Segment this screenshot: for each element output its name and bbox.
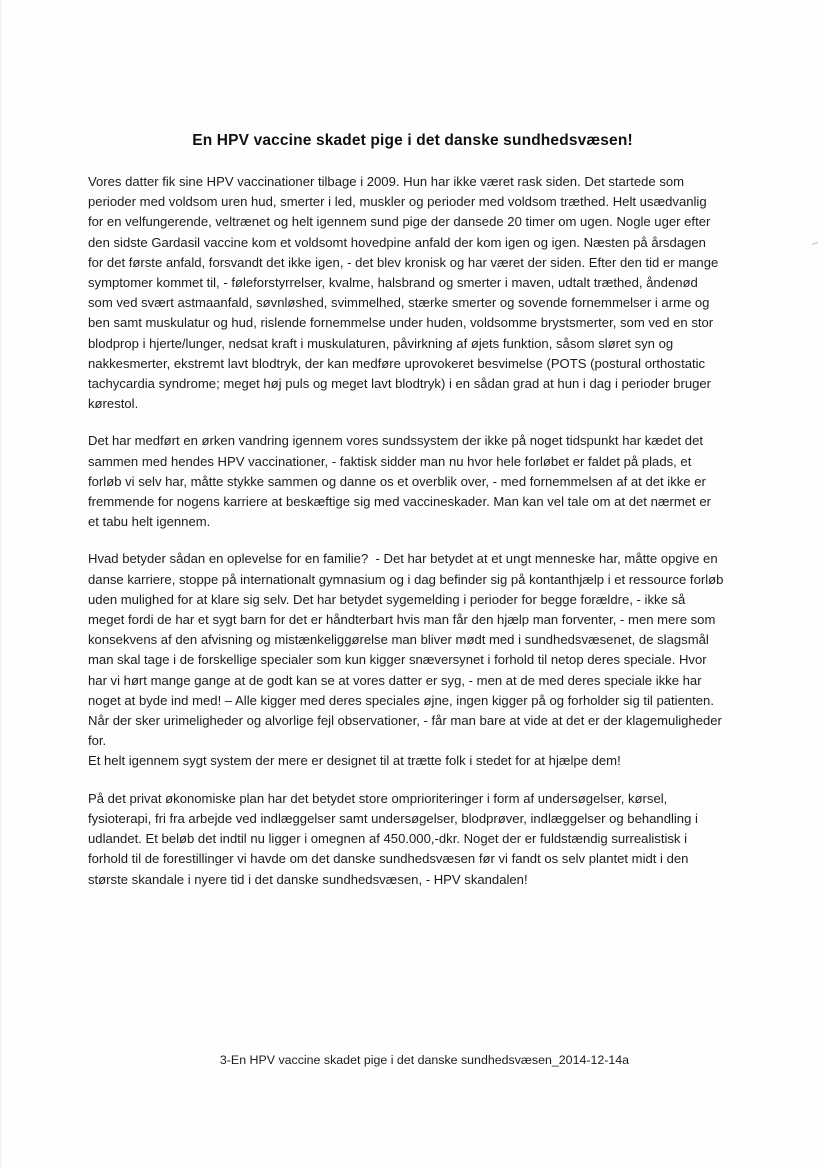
paragraph: Det har medført en ørken vandring igennem vores sundssystem der ikke på noget tidspunkt har kædet det sammen med hendes HPV vaccinationer, - faktisk sidder man nu hvor hele forløbet er faldet på plads, et forløb vi selv har, måtte stykke sammen og danne os et overblik over, - med fornemmelsen af at det ikke er fremmende for nogens karriere at beskæftige sig med vaccineskader. Man kan vel tale om at det nærmet er et tabu helt igennem.: [88, 433, 715, 530]
paragraph: Vores datter fik sine HPV vaccinationer tilbage i 2009. Hun har ikke været rask siden. Det startede som perioder med voldsom uren hud, smerter i led, muskler og perioder med voldsom træthed. Helt usædvanlig for en velfungerende, veltrænet og helt igennem sund pige der dansede 20 timer om ugen. Nogle uger efter den sidste Gardasil vaccine kom et voldsomt hovedpine anfald der kom igen og igen. Næsten på årsdagen for det første anfald, forsvandt det ikke igen, - det blev kronisk og har været der siden. Efter den tid er mange symptomer kommet til, - føleforstyrrelser, kvalme, halsbrand og smerter i maven, udtalt træthed, åndenød som ved svært astmaanfald, søvnløshed, svimmelhed, stærke smerter og sovende fornemmelser i arme og ben samt muskulatur og hud, rislende fornemmelse under huden, voldsomme brystsmerter, som ved en stor blodprop i hjerte/lunger, nedsat kraft i muskulaturen, påvirkning af øjets funktion, såsom sløret syn og nakkesmerter, ekstremt lavt blodtryk, der kan medføre uprovokeret besvimelse (POTS (postural orthostatic tachycardia syndrome; meget høj puls og meget lavt blodtryk) i en sådan grad at hun i dag i perioder bruger kørestol.: [88, 174, 722, 412]
scan-artifact-mark: [812, 242, 818, 245]
document-body: [88, 172, 728, 907]
paragraph: Hvad betyder sådan en oplevelse for en familie? - Det har betydet at et ungt menneske har, måtte opgive en danse karriere, stoppe på internationalt gymnasium og i dag befinder sig på kontanthjælp i et ressource forløb uden mulighed for at klare sig selv. Det har betydet sygemelding i perioder for begge forældre, - ikke så meget fordi de har et sygt barn for det er håndterbart hvis man får den hjælp man forventer, - men mere som konsekvens af den afvisning og mistænkeliggørelse man bliver mødt med i sundhedsvæsenet, de slagsmål man skal tage i de forskellige specialer som kun kigger snæversynet i forhold til netop deres speciale. Hvor har vi hørt mange gange at de godt kan se at vores datter er syg, - men at de med deres speciale ikke har noget at byde ind med! – Alle kigger med deres speciales øjne, ingen kigger på og forholder sig til patienten. Når der sker urimeligheder og alvorlige fejl observationer, - får man bare at vide at det er der klagemuligheder for.: [88, 551, 728, 749]
paragraph: Et helt igennem sygt system der mere er designet til at trætte folk i stedet for at hjælpe dem!: [88, 753, 621, 769]
page-edge-shadow: [0, 0, 3, 1168]
paragraph: På det privat økonomiske plan har det betydet store omprioriteringer i form af undersøgelser, kørsel, fysioterapi, fri fra arbejde ved indlæggelser samt undersøgelser, blodprøver, indlæggelser og behandling i udlandet. Et beløb det indtil nu ligger i omegnen af 450.000,-dkr. Noget der er fuldstændig surrealistisk i forhold til de forestillinger vi havde om det danske sundhedsvæsen før vi fandt os selv plantet midt i den største skandale i nyere tid i det danske sundhedsvæsen, - HPV skandalen!: [88, 790, 702, 887]
page-title: En HPV vaccine skadet pige i det danske sundhedsvæsen!: [192, 132, 633, 149]
footer-text: 3-En HPV vaccine skadet pige i det danske sundhedsvæsen_2014-12-14a: [219, 1053, 630, 1067]
page-footer: [0, 1053, 825, 1067]
